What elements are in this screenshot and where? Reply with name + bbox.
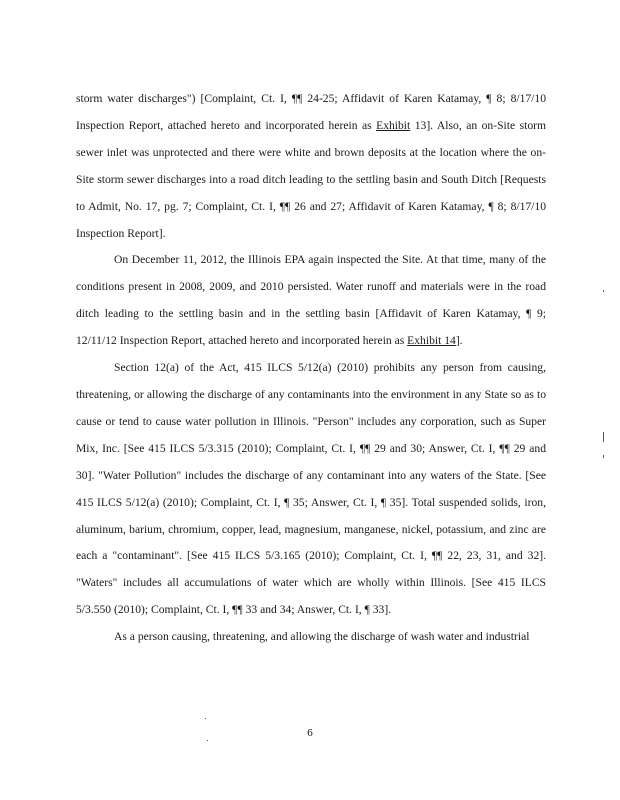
scan-artifact (205, 718, 206, 719)
paragraph-4-text: As a person causing, threatening, and allowing the discharge of wash water and industrial (114, 630, 530, 644)
exhibit-14-reference: Exhibit 14 (407, 334, 456, 348)
scan-artifact (603, 290, 604, 292)
document-body (76, 86, 546, 651)
paragraph-2-text-b: ]. (455, 334, 463, 348)
scan-artifact (207, 740, 208, 741)
paragraph-4 (76, 624, 546, 651)
scan-artifact (603, 455, 604, 458)
paragraph-2 (76, 247, 546, 355)
paragraph-1-text-a: storm water discharges") [Complaint, Ct. I, ¶¶ 24-25; Affidavit of Karen Katamay, ¶ 8; 8/17/10 Inspection Report, attached hereto and incorporated herein as (76, 92, 546, 132)
page-number: 6 (307, 727, 313, 739)
paragraph-3 (76, 355, 546, 624)
exhibit-13-reference: Exhibit (376, 118, 411, 132)
paragraph-2-text-a: On December 11, 2012, the Illinois EPA again inspected the Site. At that time, many of the conditions present in 2008, 2009, and 2010 persisted. Water runoff and materials were in the road ditch leading to the settling basin and in the settling basin [Affidavit of Karen Katamay, ¶ 9; 12/11/12 Inspection Report, attached hereto and incorporated herein as (76, 253, 546, 348)
paragraph-1-text-b: 13]. Also, an on-Site storm sewer inlet was unprotected and there were white and brown deposits at the location where the on-Site storm sewer discharges into a road ditch leading to the settling basin and South Ditch [Requests to Admit, No. 17, pg. 7; Complaint, Ct. I, ¶¶ 26 and 27; Affidavit of Karen Katamay, ¶ 8; 8/17/10 Inspection Report]. (76, 118, 546, 240)
paragraph-3-text: Section 12(a) of the Act, 415 ILCS 5/12(a) (2010) prohibits any person from causing, threatening, or allowing the discharge of any contaminants into the environment in any State so as to cause or tend to cause water pollution in Illinois. "Person" includes any corporation, such as Super Mix, Inc. [See 415 ILCS 5/3.315 (2010); Complaint, Ct. I, ¶¶ 29 and 30; Answer, Ct. I, ¶¶ 29 and 30]. "Water Pollution" includes the discharge of any contaminant into any waters of the State. [See 415 ILCS 5/12(a) (2010); Complaint, Ct. I, ¶ 35; Answer, Ct. I, ¶ 35]. Total suspended solids, iron, aluminum, barium, chromium, copper, lead, magnesium, manganese, nickel, potassium, and zinc are each a "contaminant". [See 415 ILCS 5/3.165 (2010); Complaint, Ct. I, ¶¶ 22, 23, 31, and 32]. "Waters" includes all accumulations of water which are wholly within Illinois. [See 415 ILCS 5/3.550 (2010); Complaint, Ct. I, ¶¶ 33 and 34; Answer, Ct. I, ¶ 33]. (76, 361, 546, 617)
scan-artifact (603, 432, 604, 442)
paragraph-1 (76, 86, 546, 247)
